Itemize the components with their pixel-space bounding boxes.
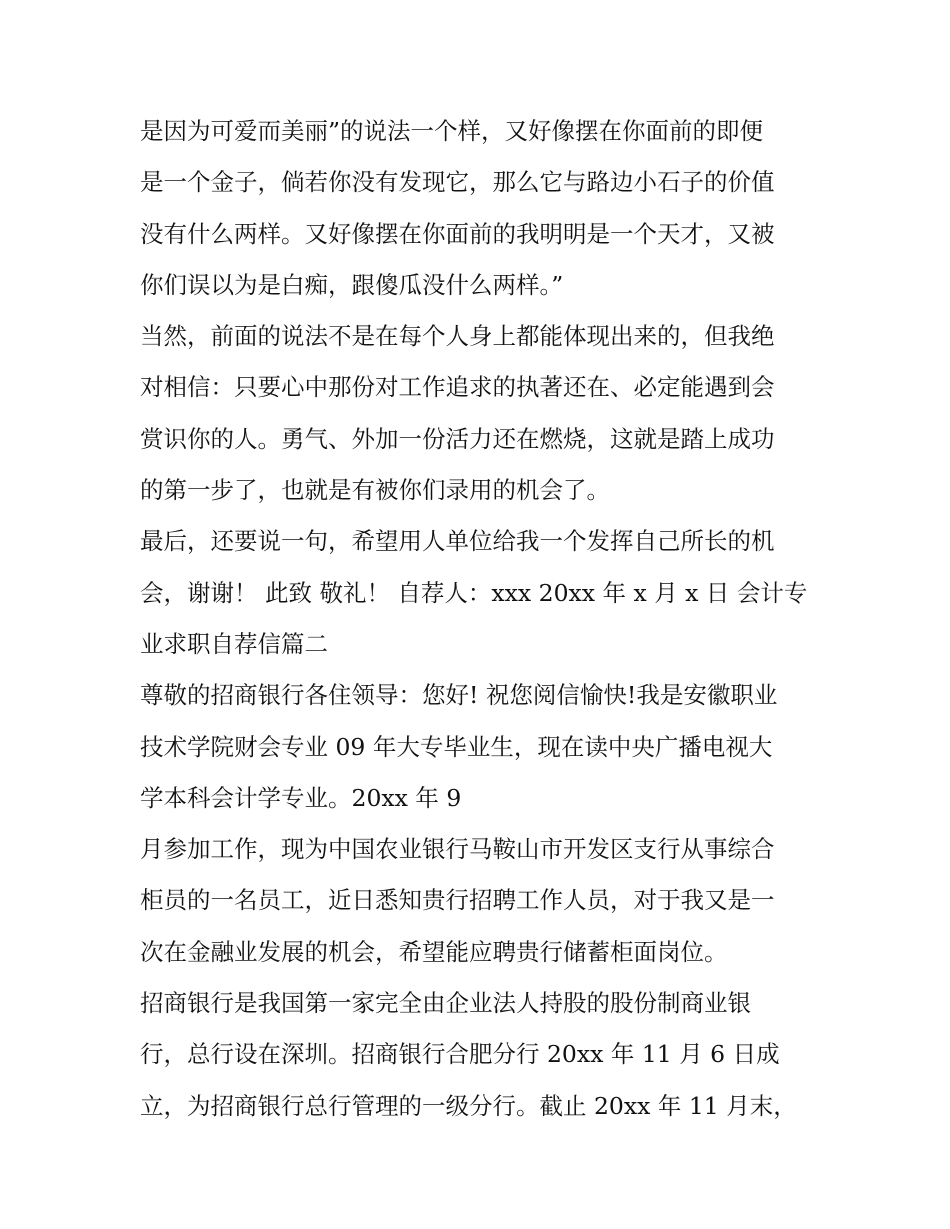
- text-line: 业求职自荐信篇二: [140, 629, 328, 658]
- text-line: 尊敬的招商银行各住领导：您好! 祝您阅信愉快!我是安徽职业: [140, 681, 778, 710]
- text-line: 没有什么两样。又好像摆在你面前的我明明是一个天才，又被: [140, 219, 775, 248]
- text-line: 月参加工作，现为中国农业银行马鞍山市开发区支行从事综合: [140, 835, 775, 864]
- text-line: 招商银行是我国第一家完全由企业法人持股的股份制商业银: [140, 989, 751, 1018]
- text-line: 柜员的一名员工，近日悉知贵行招聘工作人员，对于我又是一: [140, 886, 775, 915]
- text-line: 你们误以为是白痴，跟傻瓜没什么两样。”: [140, 270, 564, 299]
- text-line: 当然，前面的说法不是在每个人身上都能体现出来的，但我绝: [140, 322, 775, 351]
- text-line: 会，谢谢！ 此致 敬礼！ 自荐人：xxx 20xx 年 x 月 x 日 会计专: [140, 578, 808, 607]
- text-line: 学本科会计学专业。20xx 年 9: [140, 783, 462, 812]
- text-line: 次在金融业发展的机会，希望能应聘贵行储蓄柜面岗位。: [140, 937, 728, 966]
- text-line: 赏识你的人。勇气、外加一份活力还在燃烧，这就是踏上成功: [140, 424, 775, 453]
- text-line: 是一个金子，倘若你没有发现它，那么它与路边小石子的价值: [140, 168, 775, 197]
- text-line: 立，为招商银行总行管理的一级分行。截止 20xx 年 11 月末，: [140, 1091, 797, 1120]
- text-line: 的第一步了，也就是有被你们录用的机会了。: [140, 476, 610, 505]
- text-line: 对相信：只要心中那份对工作追求的执著还在、必定能遇到会: [140, 373, 775, 402]
- text-line: 是因为可爱而美丽”的说法一个样，又好像摆在你面前的即便: [140, 117, 764, 145]
- body-text: [140, 106, 820, 1132]
- text-line: 行，总行设在深圳。招商银行合肥分行 20xx 年 11 月 6 日成: [140, 1040, 780, 1069]
- text-line: 技术学院财会专业 09 年大专毕业生，现在读中央广播电视大: [140, 732, 773, 761]
- text-line: 最后，还要说一句，希望用人单位给我一个发挥自己所长的机: [140, 527, 775, 556]
